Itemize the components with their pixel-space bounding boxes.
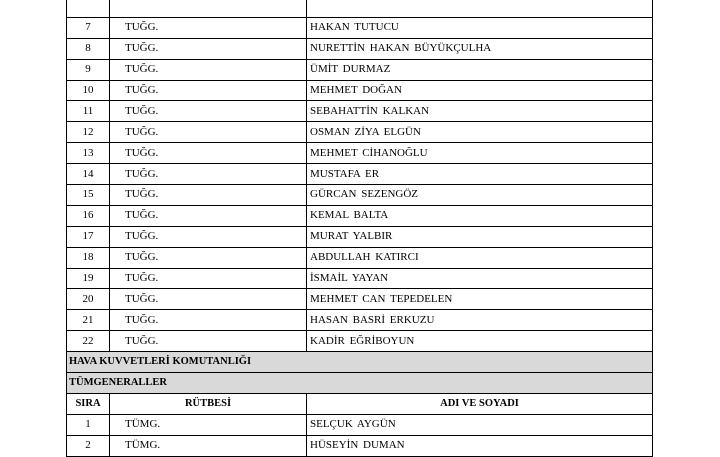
- row-number: 17: [67, 226, 110, 247]
- personnel-table-body: [67, 0, 653, 456]
- row-rank: TUĞG.: [110, 226, 307, 247]
- row-rank: TUĞG.: [110, 143, 307, 164]
- row-name: ABDULLAH KATIRCI: [307, 247, 653, 268]
- row-rank: TUĞG.: [110, 268, 307, 289]
- row-name: SEBAHATTİN KALKAN: [307, 101, 653, 122]
- row-number: 12: [67, 122, 110, 143]
- row-name: MEHMET CİHANOĞLU: [307, 143, 653, 164]
- table-row: [67, 247, 653, 268]
- row-name: SELÇUK AYGÜN: [307, 414, 653, 435]
- row-rank: TUĞG.: [110, 101, 307, 122]
- table-row: [67, 331, 653, 352]
- row-number: 18: [67, 247, 110, 268]
- row-name: GÜRCAN SEZENGÖZ: [307, 185, 653, 206]
- row-rank: TUĞG.: [110, 310, 307, 331]
- row-number: 10: [67, 80, 110, 101]
- row-number: 9: [67, 59, 110, 80]
- row-name: MEHMET CAN TEPEDELEN: [307, 289, 653, 310]
- row-number: 19: [67, 268, 110, 289]
- row-rank: TUĞG.: [110, 185, 307, 206]
- row-number: 8: [67, 38, 110, 59]
- table-row: [67, 101, 653, 122]
- row-name: NURETTİN HAKAN BÜYÜKÇULHA: [307, 38, 653, 59]
- row-number: 1: [67, 414, 110, 435]
- header-rutbe: RÜTBESİ: [110, 393, 307, 414]
- row-rank: [110, 0, 307, 17]
- table-row: [67, 80, 653, 101]
- table-row: [67, 17, 653, 38]
- subsection-title: TÜMGENERALLER: [67, 373, 653, 394]
- row-rank: TUĞG.: [110, 122, 307, 143]
- section-title: HAVA KUVVETLERİ KOMUTANLIĞI: [67, 352, 653, 373]
- table-row: [67, 59, 653, 80]
- row-number: 11: [67, 101, 110, 122]
- row-number: 15: [67, 185, 110, 206]
- table-row: [67, 435, 653, 456]
- header-row: [67, 393, 653, 414]
- row-number: [67, 0, 110, 17]
- table-row: [67, 268, 653, 289]
- table-row: [67, 414, 653, 435]
- row-rank: TUĞG.: [110, 38, 307, 59]
- row-name: HASAN BASRİ ERKUZU: [307, 310, 653, 331]
- row-name: İSMAİL YAYAN: [307, 268, 653, 289]
- table-row: [67, 38, 653, 59]
- row-number: 7: [67, 17, 110, 38]
- section-row: [67, 352, 653, 373]
- row-number: 16: [67, 205, 110, 226]
- subsection-row: [67, 373, 653, 394]
- row-rank: TUĞG.: [110, 164, 307, 185]
- row-number: 21: [67, 310, 110, 331]
- row-rank: TUĞG.: [110, 289, 307, 310]
- table-row: [67, 185, 653, 206]
- row-rank: TUĞG.: [110, 247, 307, 268]
- personnel-list-document: [66, 0, 652, 457]
- row-name: HAKAN TUTUCU: [307, 17, 653, 38]
- row-rank: TUĞG.: [110, 80, 307, 101]
- row-rank: TÜMG.: [110, 414, 307, 435]
- row-number: 2: [67, 435, 110, 456]
- row-number: 22: [67, 331, 110, 352]
- table-row: [67, 164, 653, 185]
- row-rank: TUĞG.: [110, 59, 307, 80]
- row-name: MUSTAFA ER: [307, 164, 653, 185]
- personnel-table: [66, 0, 653, 457]
- row-rank: TUĞG.: [110, 331, 307, 352]
- row-name: ÜMİT DURMAZ: [307, 59, 653, 80]
- table-row: [67, 310, 653, 331]
- row-name: MEHMET DOĞAN: [307, 80, 653, 101]
- table-row: [67, 226, 653, 247]
- row-number: 20: [67, 289, 110, 310]
- row-number: 14: [67, 164, 110, 185]
- header-ad-soyad: ADI VE SOYADI: [307, 393, 653, 414]
- table-row: [67, 143, 653, 164]
- table-row: [67, 0, 653, 17]
- row-name: MURAT YALBIR: [307, 226, 653, 247]
- row-name: HÜSEYİN DUMAN: [307, 435, 653, 456]
- row-rank: TUĞG.: [110, 205, 307, 226]
- row-rank: TUĞG.: [110, 17, 307, 38]
- row-name: KEMAL BALTA: [307, 205, 653, 226]
- table-row: [67, 289, 653, 310]
- table-row: [67, 122, 653, 143]
- row-name: OSMAN ZİYA ELGÜN: [307, 122, 653, 143]
- row-name: [307, 0, 653, 17]
- row-rank: TÜMG.: [110, 435, 307, 456]
- table-row: [67, 205, 653, 226]
- row-number: 13: [67, 143, 110, 164]
- row-name: KADİR EĞRİBOYUN: [307, 331, 653, 352]
- header-sira: SIRA: [67, 393, 110, 414]
